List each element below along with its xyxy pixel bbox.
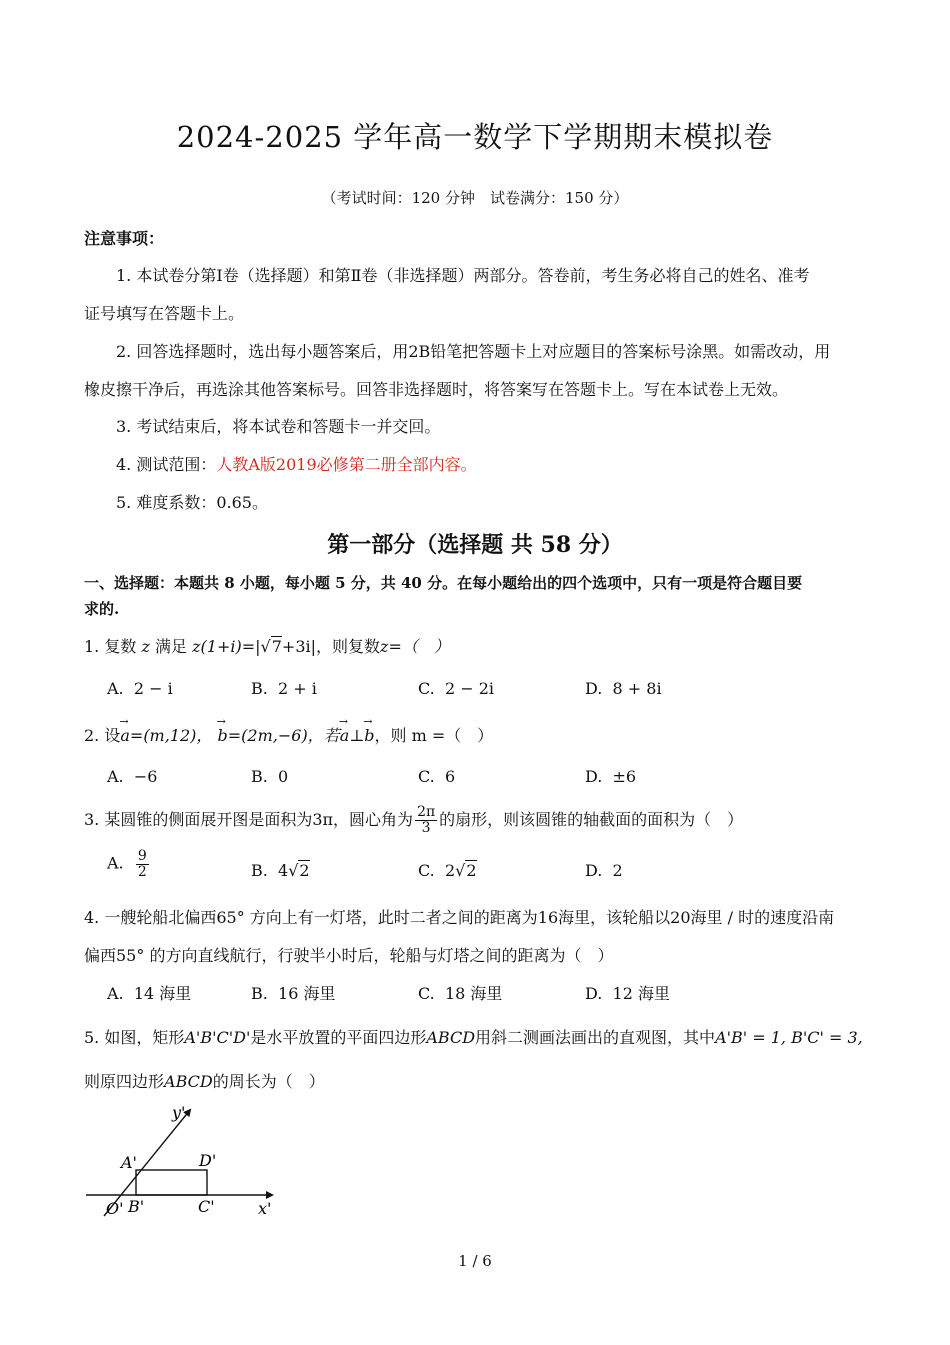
q4-option-b	[251, 981, 335, 1004]
exam-info: （考试时间：120 分钟 试卷满分：150 分）	[321, 189, 629, 207]
option-text: 2	[612, 861, 623, 880]
notice-item-4	[116, 452, 477, 475]
option-text: 6	[444, 767, 456, 786]
q1-option-d	[585, 679, 662, 698]
option-text: 18 海里	[444, 984, 503, 1003]
q2-prefix: 2. 设	[84, 726, 121, 745]
option-label: C.	[418, 861, 435, 880]
fraction-denominator: 3	[421, 820, 431, 836]
option-label: D.	[585, 984, 603, 1003]
point-d-label: D'	[199, 1151, 217, 1170]
option-text: 2 − 2i	[444, 679, 494, 698]
page-number: 1 / 6	[458, 1252, 492, 1270]
question-5-line1	[84, 1025, 863, 1048]
q5-text-a: 5. 如图，矩形	[84, 1028, 185, 1047]
q3-suffix: 的扇形，则该圆锥的轴截面的面积为（ ）	[439, 810, 744, 829]
y-axis-label: y'	[172, 1103, 186, 1122]
test-scope-highlight: 人教A版2019必修第二册全部内容。	[216, 455, 477, 474]
q3-prefix: 3. 某圆锥的侧面展开图是面积为3π，圆心角为	[84, 810, 414, 829]
notice-item-3: 3. 考试结束后，将本试卷和答题卡一并交回。	[116, 417, 441, 436]
notice-item-2-line2: 橡皮擦干净后，再选涂其他答案标号。回答非选择题时，将答案写在答题卡上。写在本试卷上无效。	[84, 380, 789, 399]
fraction-numerator: 9	[137, 848, 147, 864]
q5-fig-name: A'B'C'D'	[184, 1028, 251, 1047]
option-text: 2 − i	[133, 679, 173, 698]
q3-option-b	[251, 861, 310, 880]
q3-option-d	[585, 861, 623, 880]
vector-b: → b	[218, 726, 228, 745]
page-title: 2024-2025 学年高一数学下学期期末模拟卷	[176, 120, 774, 154]
option-text: 14 海里	[133, 984, 192, 1003]
q5-text-b: 是水平放置的平面四边形	[250, 1028, 427, 1047]
origin-label: O'	[106, 1199, 124, 1218]
option-label: D.	[585, 679, 603, 698]
q1-suffix: ，则复数	[316, 637, 381, 656]
option-coef: 2	[444, 861, 456, 880]
option-label: D.	[585, 861, 603, 880]
q3-fraction	[415, 805, 437, 835]
point-a-label: A'	[121, 1153, 137, 1172]
q5-text-d: 则原四边形	[84, 1072, 165, 1091]
option-label: A.	[107, 679, 124, 698]
option-text: 16 海里	[278, 984, 336, 1003]
q1-expr-a: z(1+i)=|	[192, 637, 261, 656]
question-5-line2	[84, 1069, 325, 1092]
oblique-projection-figure	[80, 1098, 290, 1222]
q5-condition: A'B' = 1, B'C' = 3,	[715, 1028, 863, 1047]
q1-end: z=（ ）	[380, 637, 450, 656]
notice-item-4-prefix: 4. 测试范围：	[116, 455, 217, 474]
option-radicand: 2	[466, 861, 477, 880]
question-3-stem	[84, 802, 743, 838]
q2-expr-a: =(m,12)，	[129, 726, 213, 745]
q5-orig-name: ABCD	[426, 1028, 476, 1047]
vector-b: → b	[364, 726, 374, 745]
option-text: −6	[133, 767, 158, 786]
q5-orig-name-2: ABCD	[164, 1072, 213, 1091]
q2-end: ，则 m =（ ）	[374, 726, 494, 745]
sqrt-symbol: √	[455, 861, 466, 880]
vector-a: → a	[340, 726, 350, 745]
q1-expr-b: +3i|	[281, 637, 316, 656]
option-text: 8 + 8i	[612, 679, 662, 698]
fraction-denominator: 2	[137, 863, 147, 880]
option-label: C.	[418, 984, 435, 1003]
notice-item-1-line1: 1. 本试卷分第Ⅰ卷（选择题）和第Ⅱ卷（非选择题）两部分。答卷前，考生务必将自己的姓名、准考	[116, 266, 810, 285]
question-4-line2: 偏西55° 的方向直线航行，行驶半小时后，轮船与灯塔之间的距离为（ ）	[84, 946, 614, 965]
q2-option-b	[251, 767, 288, 786]
option-coef: 4	[278, 861, 289, 880]
q2-expr-b: =(2m,−6)，若	[227, 726, 340, 745]
q4-option-a	[107, 981, 191, 1004]
option-label: B.	[251, 679, 268, 698]
q4-option-c	[418, 981, 502, 1004]
option-label: A.	[107, 853, 124, 873]
q1-option-b	[251, 679, 317, 698]
q1-var: z	[141, 637, 150, 656]
q1-mid: 满足	[154, 637, 187, 656]
option-radicand: 2	[299, 861, 310, 880]
x-axis-label: x'	[258, 1199, 272, 1218]
option-label: C.	[418, 767, 435, 786]
q5-text-c: 用斜二测画法画出的直观图，其中	[475, 1028, 716, 1047]
sqrt-symbol: √	[260, 637, 271, 656]
point-b-label: B'	[128, 1197, 145, 1216]
q5-text-e: 的周长为（ ）	[212, 1072, 325, 1091]
point-c-label: C'	[198, 1197, 215, 1216]
q2-option-c	[418, 767, 455, 786]
q2-option-d	[585, 767, 636, 786]
option-label: A.	[107, 767, 124, 786]
q2-option-a	[107, 767, 157, 786]
q1-option-a	[107, 679, 173, 698]
option-label: C.	[418, 679, 435, 698]
notice-item-5: 5. 难度系数：0.65。	[116, 493, 268, 512]
rectangle-abcd	[136, 1170, 207, 1195]
q4-option-d	[585, 981, 670, 1004]
option-label: A.	[107, 984, 124, 1003]
q1-sqrt-arg: 7	[271, 637, 282, 656]
option-text: 0	[278, 767, 289, 786]
notice-item-1-line2: 证号填写在答题卡上。	[84, 304, 245, 323]
option-text: 2 + i	[278, 679, 317, 698]
option-label: B.	[251, 861, 268, 880]
option-label: D.	[585, 767, 603, 786]
q3-option-a	[107, 849, 151, 879]
section-instruction-line1: 一、选择题：本题共 8 小题，每小题 5 分，共 40 分。在每小题给出的四个选项中，只有一项是符合题目要	[84, 574, 803, 592]
option-text: ±6	[612, 767, 637, 786]
q1-option-c	[418, 679, 494, 698]
question-1-stem	[84, 634, 450, 657]
fraction-numerator: 2π	[417, 804, 436, 821]
section-title: 第一部分（选择题 共 58 分）	[327, 532, 623, 558]
option-label: B.	[251, 767, 268, 786]
q1-prefix: 1. 复数	[84, 637, 137, 656]
section-instruction-line2: 求的.	[84, 600, 120, 618]
option-fraction	[136, 849, 149, 879]
option-label: B.	[251, 984, 268, 1003]
perp-symbol: ⊥	[349, 726, 365, 745]
q3-option-c	[418, 861, 477, 880]
notice-heading: 注意事项：	[84, 229, 165, 248]
question-4-line1: 4. 一艘轮船北偏西65° 方向上有一灯塔，此时二者之间的距离为16海里，该轮船以20海里 / 时的速度沿南	[84, 908, 835, 927]
notice-item-2-line1: 2. 回答选择题时，选出每小题答案后，用2B铅笔把答题卡上对应题目的答案标号涂黑。如需改动，用	[116, 342, 831, 361]
question-2-stem	[84, 723, 493, 746]
sqrt-symbol: √	[288, 861, 299, 880]
vector-a: → a	[120, 726, 130, 745]
option-text: 12 海里	[612, 984, 670, 1003]
